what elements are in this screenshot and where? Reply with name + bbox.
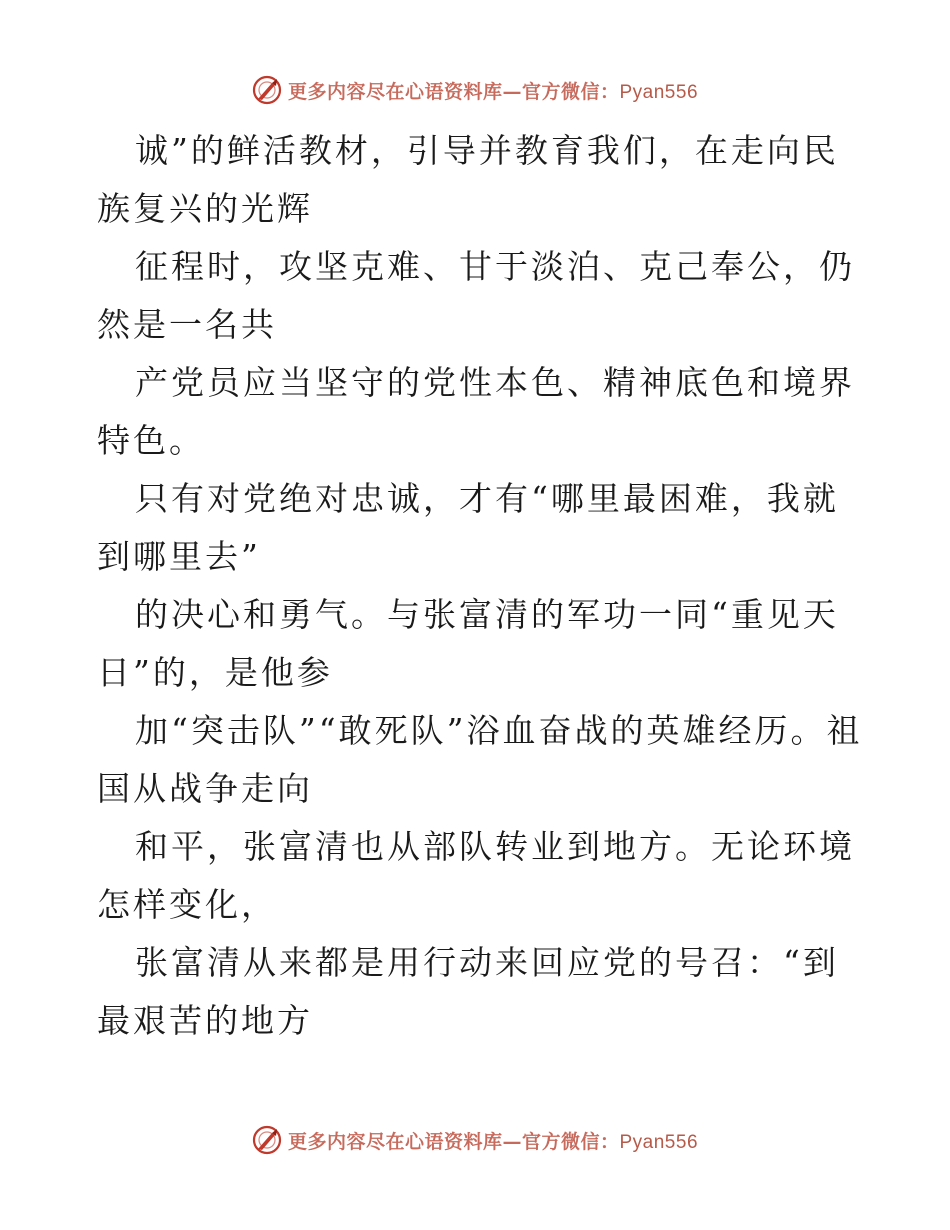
quill-logo-icon <box>252 1125 282 1155</box>
watermark-account: Pyan556 <box>619 1131 699 1153</box>
watermark-text: 更多内容尽在心语资料库—官方微信：Pyan556 <box>287 80 699 103</box>
paragraph-6: 加“突击队”“敢死队”浴血奋战的英雄经历。祖国从战争走向 <box>97 711 863 808</box>
quill-logo-icon <box>252 75 282 105</box>
watermark-text: 更多内容尽在心语资料库—官方微信：Pyan556 <box>287 1130 699 1153</box>
header-watermark <box>0 70 950 110</box>
paragraph-7: 和平，张富清也从部队转业到地方。无论环境怎样变化， <box>97 827 855 924</box>
paragraph-2: 征程时，攻坚克难、甘于淡泊、克己奉公，仍然是一名共 <box>97 247 855 344</box>
paragraph-4: 只有对党绝对忠诚，才有“哪里最困难，我就到哪里去” <box>97 479 839 576</box>
paragraph-1: 诚”的鲜活教材，引导并教育我们，在走向民族复兴的光辉 <box>97 131 839 228</box>
watermark-account: Pyan556 <box>619 81 699 103</box>
paragraph-3: 产党员应当坚守的党性本色、精神底色和境界特色。 <box>97 363 855 460</box>
footer-watermark <box>0 1120 950 1160</box>
paragraph-8: 张富清从来都是用行动来回应党的号召：“到最艰苦的地方 <box>97 943 839 1040</box>
paragraph-5: 的决心和勇气。与张富清的军功一同“重见天日”的，是他参 <box>97 595 839 692</box>
document-body <box>97 122 867 1050</box>
